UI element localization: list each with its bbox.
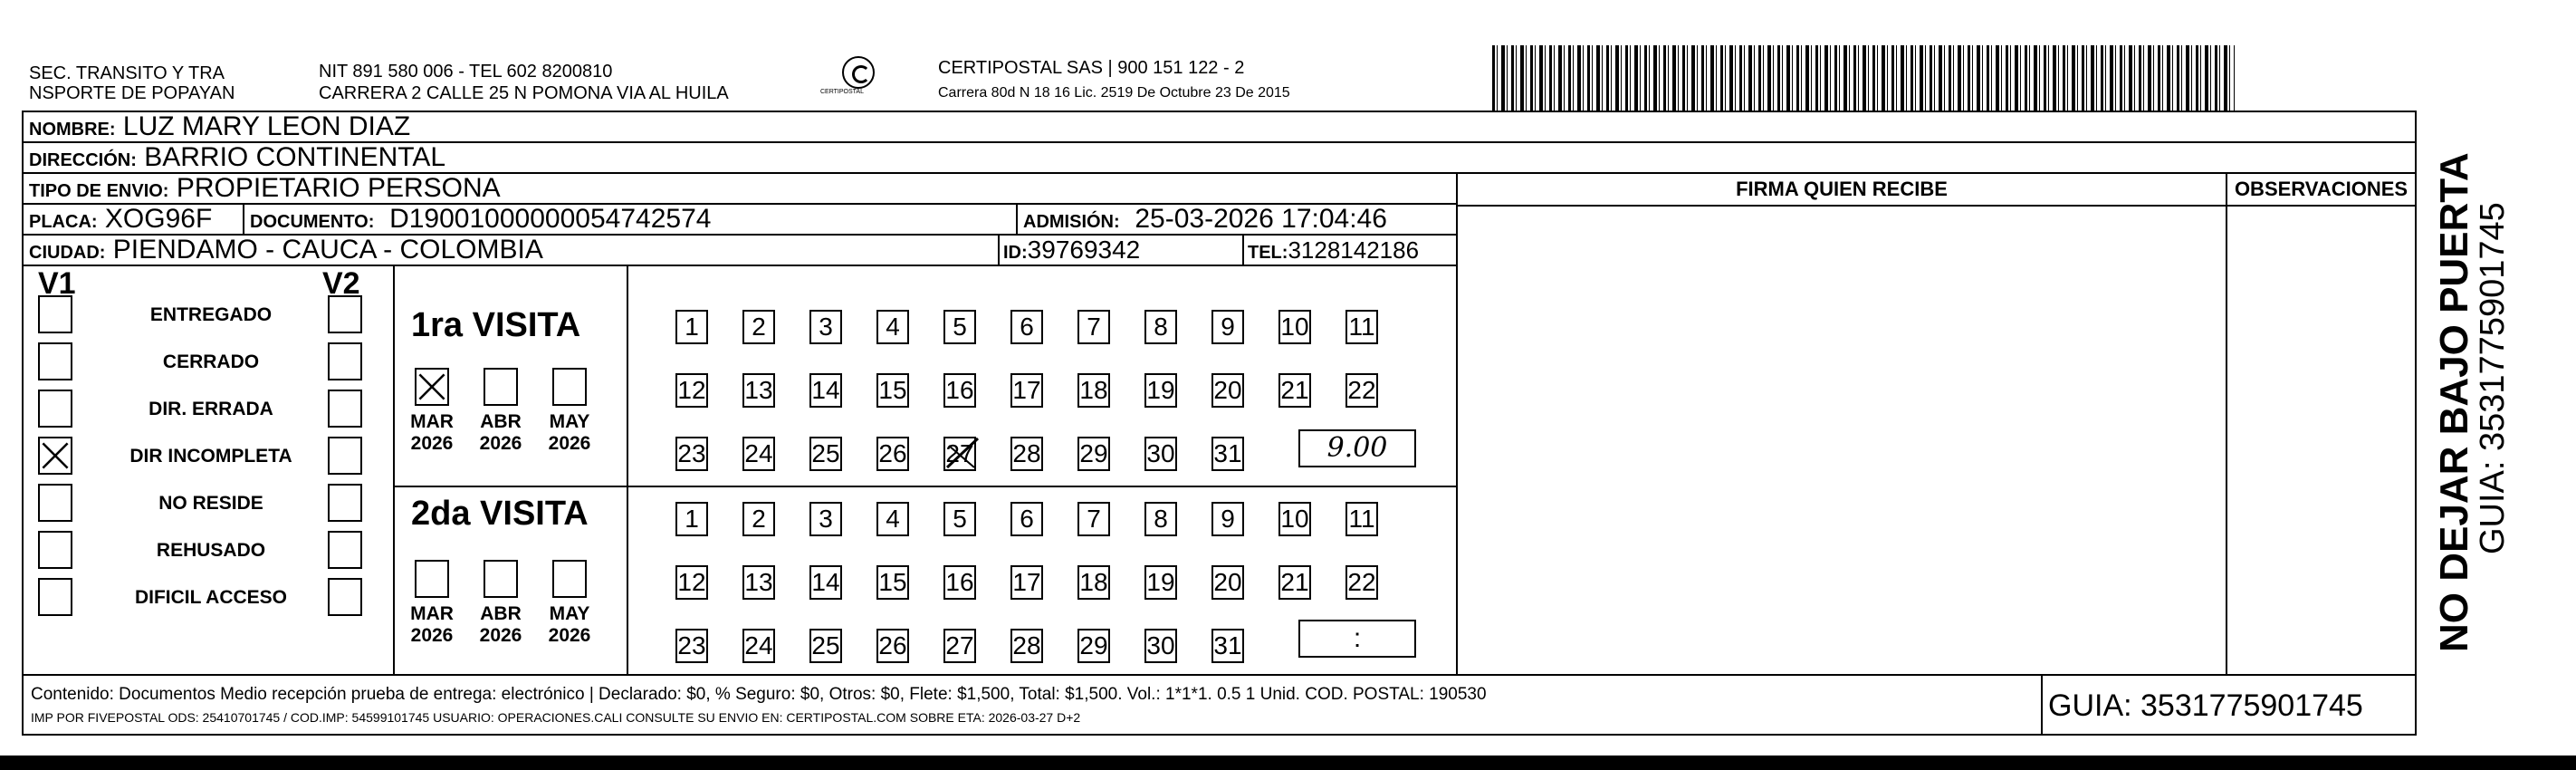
day-box[interactable]: 24 <box>742 437 775 471</box>
day-box[interactable]: 29 <box>1077 629 1110 663</box>
sender-name-line2: NSPORTE DE POPAYAN <box>29 83 235 103</box>
divider <box>393 266 395 674</box>
nombre-value: LUZ MARY LEON DIAZ <box>122 111 411 141</box>
month-checkbox[interactable] <box>552 560 587 598</box>
day-box[interactable]: 24 <box>742 629 775 663</box>
documento-label: DOCUMENTO: <box>250 212 375 232</box>
day-box[interactable]: 1 <box>675 310 708 344</box>
status-label: DIR. ERRADA <box>148 399 273 419</box>
day-box[interactable]: 21 <box>1278 565 1311 600</box>
day-box[interactable]: 9 <box>1211 502 1244 536</box>
documento-cell <box>250 205 711 236</box>
day-box[interactable]: 27 <box>943 629 976 663</box>
divider <box>2041 674 2043 734</box>
day-box[interactable]: 15 <box>876 373 909 408</box>
day-box[interactable]: 14 <box>809 565 842 600</box>
day-box[interactable]: 8 <box>1144 502 1177 536</box>
tipo-label: TIPO DE ENVIO: <box>29 181 169 201</box>
month-year: 2026 <box>548 625 591 646</box>
month-year: 2026 <box>548 433 591 454</box>
day-box[interactable]: 7 <box>1077 310 1110 344</box>
v1-checkbox[interactable] <box>38 531 72 569</box>
month-checkbox[interactable] <box>415 560 449 598</box>
day-box[interactable]: 10 <box>1278 502 1311 536</box>
no-dejar-warning: NO DEJAR BAJO PUERTA <box>2432 152 2476 652</box>
day-box[interactable]: 15 <box>876 565 909 600</box>
ciudad-label: CIUDAD: <box>29 243 106 263</box>
day-box[interactable]: 6 <box>1010 310 1043 344</box>
day-box[interactable]: 7 <box>1077 502 1110 536</box>
month-label <box>538 411 601 455</box>
day-box[interactable]: 31 <box>1211 629 1244 663</box>
footer-content: Contenido: Documentos Medio recepción prueba de entrega: electrónico | Declarado: $0, % Seguro: $0, Otros: $0, Flete: $1,500, Total: $1,500. Vol.: 1*1*1. 0.5 1 Unid. COD. POSTAL: 190530 <box>31 685 1487 704</box>
bottom-border <box>0 756 2576 770</box>
day-box[interactable]: 8 <box>1144 310 1177 344</box>
ciudad-value: PIENDAMO - CAUCA - COLOMBIA <box>112 235 543 265</box>
day-box[interactable]: 1 <box>675 502 708 536</box>
day-box[interactable]: 31 <box>1211 437 1244 471</box>
day-box[interactable]: 11 <box>1345 310 1378 344</box>
day-box[interactable]: 30 <box>1144 437 1177 471</box>
day-box[interactable]: 29 <box>1077 437 1110 471</box>
sender-name-line1: SEC. TRANSITO Y TRA <box>29 63 225 83</box>
v2-checkbox[interactable] <box>328 390 362 428</box>
sender-nit: NIT 891 580 006 - TEL 602 8200810 <box>319 62 613 82</box>
placa-label: PLACA: <box>29 212 98 232</box>
divider <box>24 674 2415 676</box>
status-label: NO RESIDE <box>158 493 263 514</box>
day-box[interactable]: 20 <box>1211 565 1244 600</box>
day-box[interactable]: 2 <box>742 310 775 344</box>
v1-checkbox[interactable] <box>38 295 72 333</box>
day-box[interactable]: 19 <box>1144 373 1177 408</box>
v1-label: V1 <box>38 266 76 301</box>
divider <box>1016 205 1018 236</box>
v1-checkbox[interactable] <box>38 390 72 428</box>
month-year: 2026 <box>479 433 522 454</box>
day-box[interactable]: 6 <box>1010 502 1043 536</box>
day-box[interactable]: 17 <box>1010 373 1043 408</box>
barcode <box>1492 45 2235 111</box>
v2-checkbox[interactable] <box>328 531 362 569</box>
day-box[interactable]: 17 <box>1010 565 1043 600</box>
direccion-label: DIRECCIÓN: <box>29 150 137 170</box>
month-label <box>400 603 464 647</box>
nombre-label: NOMBRE: <box>29 120 116 140</box>
day-box[interactable]: 20 <box>1211 373 1244 408</box>
day-box[interactable]: 22 <box>1345 565 1378 600</box>
day-box[interactable]: 30 <box>1144 629 1177 663</box>
month-checkbox[interactable] <box>484 368 518 406</box>
day-box[interactable]: 12 <box>675 373 708 408</box>
visit1-hour: 9.00 <box>1298 429 1416 467</box>
id-value: 39769342 <box>1027 236 1141 264</box>
v1-checkbox[interactable] <box>38 437 72 475</box>
divider <box>243 205 244 236</box>
admision-cell <box>1023 205 1387 236</box>
status-label: DIFICIL ACCESO <box>134 587 287 608</box>
delivery-form <box>22 111 2417 736</box>
month-checkbox[interactable] <box>484 560 518 598</box>
ciudad-row <box>24 236 1456 266</box>
direccion-value: BARRIO CONTINENTAL <box>144 142 446 172</box>
v2-label: V2 <box>322 266 360 301</box>
day-box[interactable]: 18 <box>1077 373 1110 408</box>
v1-checkbox[interactable] <box>38 484 72 522</box>
admision-value: 25-03-2026 17:04:46 <box>1135 204 1387 234</box>
day-box[interactable]: 16 <box>943 565 976 600</box>
v2-checkbox[interactable] <box>328 437 362 475</box>
day-box[interactable]: 5 <box>943 310 976 344</box>
v2-checkbox[interactable] <box>328 578 362 616</box>
day-box[interactable]: 4 <box>876 310 909 344</box>
month-name: MAY <box>549 411 590 432</box>
day-box[interactable]: 23 <box>675 629 708 663</box>
status-label: REHUSADO <box>156 540 266 561</box>
day-box[interactable]: 16 <box>943 373 976 408</box>
month-label <box>538 603 601 647</box>
day-box[interactable]: 9 <box>1211 310 1244 344</box>
day-box[interactable]: 3 <box>809 310 842 344</box>
tipo-row <box>24 174 1456 205</box>
day-box[interactable]: 22 <box>1345 373 1378 408</box>
day-box[interactable]: 13 <box>742 565 775 600</box>
divider <box>1456 174 1458 674</box>
divider <box>393 486 1456 487</box>
divider <box>1456 205 2415 207</box>
month-name: MAR <box>410 411 454 432</box>
admision-label: ADMISIÓN: <box>1023 212 1120 232</box>
v2-checkbox[interactable] <box>328 295 362 333</box>
visit2-hour: : <box>1298 620 1416 658</box>
month-label <box>469 603 532 647</box>
carrier-logo-text: CERTIPOSTAL <box>820 89 864 95</box>
divider <box>998 236 1000 266</box>
v1-checkbox[interactable] <box>38 342 72 380</box>
day-box[interactable]: 18 <box>1077 565 1110 600</box>
day-box[interactable]: 2 <box>742 502 775 536</box>
day-box[interactable]: 25 <box>809 437 842 471</box>
day-box[interactable]: 26 <box>876 629 909 663</box>
placa-value: XOG96F <box>104 204 213 234</box>
month-name: ABR <box>480 411 522 432</box>
tel-cell <box>1248 236 1419 267</box>
month-name: ABR <box>480 603 522 624</box>
status-label: ENTREGADO <box>149 304 273 325</box>
status-label: CERRADO <box>162 351 260 372</box>
month-label <box>400 411 464 455</box>
day-box[interactable]: 12 <box>675 565 708 600</box>
carrier-logo-icon <box>842 56 875 89</box>
divider <box>627 266 628 674</box>
day-box[interactable]: 10 <box>1278 310 1311 344</box>
day-box[interactable]: 25 <box>809 629 842 663</box>
carrier-name: CERTIPOSTAL SAS | 900 151 122 - 2 <box>938 58 1245 78</box>
day-box[interactable]: 26 <box>876 437 909 471</box>
month-year: 2026 <box>410 433 454 454</box>
carrier-license: Carrera 80d N 18 16 Lic. 2519 De Octubre 23 De 2015 <box>938 85 1290 101</box>
status-label: DIR INCOMPLETA <box>129 446 292 467</box>
day-box[interactable]: 27 <box>943 437 976 471</box>
day-box[interactable]: 28 <box>1010 437 1043 471</box>
id-cell <box>1003 236 1140 267</box>
divider <box>1242 236 1244 266</box>
firma-header: FIRMA QUIEN RECIBE <box>1736 178 1948 200</box>
v2-checkbox[interactable] <box>328 342 362 380</box>
nombre-row <box>24 112 2415 143</box>
month-year: 2026 <box>410 625 454 646</box>
day-box[interactable]: 3 <box>809 502 842 536</box>
side-guia: GUIA: 3531775901745 <box>2474 202 2512 554</box>
month-name: MAR <box>410 603 454 624</box>
day-box[interactable]: 4 <box>876 502 909 536</box>
day-box[interactable]: 21 <box>1278 373 1311 408</box>
tel-label: TEL: <box>1248 243 1288 263</box>
visit2-title: 2da VISITA <box>411 495 589 533</box>
divider <box>2226 174 2227 674</box>
sender-address: CARRERA 2 CALLE 25 N POMONA VIA AL HUILA <box>319 83 729 103</box>
v2-checkbox[interactable] <box>328 484 362 522</box>
tel-value: 3128142186 <box>1288 236 1420 264</box>
day-box[interactable]: 13 <box>742 373 775 408</box>
id-label: ID: <box>1003 243 1028 263</box>
day-box[interactable]: 23 <box>675 437 708 471</box>
day-box[interactable]: 11 <box>1345 502 1378 536</box>
footer-guia: GUIA: 3531775901745 <box>2048 688 2363 723</box>
day-box[interactable]: 14 <box>809 373 842 408</box>
day-box[interactable]: 5 <box>943 502 976 536</box>
visit1-title: 1ra VISITA <box>411 306 581 344</box>
month-year: 2026 <box>479 625 522 646</box>
month-label <box>469 411 532 455</box>
day-box[interactable]: 28 <box>1010 629 1043 663</box>
tipo-value: PROPIETARIO PERSONA <box>176 173 501 203</box>
month-name: MAY <box>549 603 590 624</box>
observaciones-header: OBSERVACIONES <box>2234 178 2408 200</box>
v1-checkbox[interactable] <box>38 578 72 616</box>
documento-value: D19001000000054742574 <box>389 204 712 234</box>
footer-print-info: IMP POR FIVEPOSTAL ODS: 25410701745 / COD.IMP: 54599101745 USUARIO: OPERACIONES.CALI CONSULTE SU ENVIO EN: CERTIPOSTAL.COM SOBRE ETA: 2026-03-27 D+2 <box>31 710 1081 725</box>
month-checkbox[interactable] <box>415 368 449 406</box>
direccion-row <box>24 143 2415 174</box>
day-box[interactable]: 19 <box>1144 565 1177 600</box>
month-checkbox[interactable] <box>552 368 587 406</box>
